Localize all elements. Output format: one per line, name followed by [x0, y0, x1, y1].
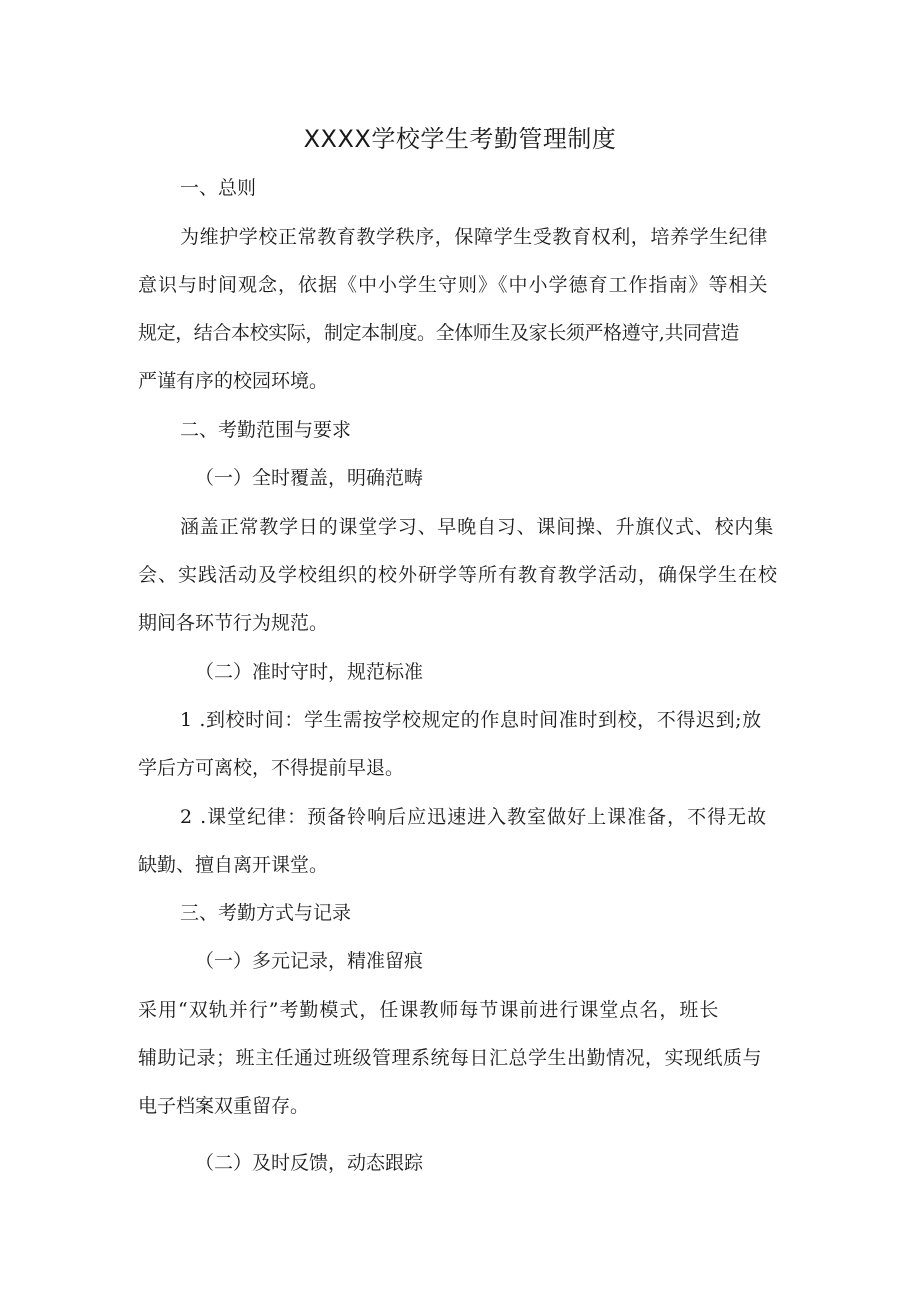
- paragraph-line: 严谨有序的校园环境。: [138, 370, 329, 392]
- paragraph-line: 采用“双轨并行”考勤模式，任课教师每节课前进行课堂点名，班长: [138, 999, 720, 1021]
- section-heading-scope: 二、考勤范围与要求: [180, 419, 352, 441]
- paragraph-line: 辅助记录；班主任通过班级管理系统每日汇总学生出勤情况，实现纸质与: [138, 1047, 763, 1069]
- paragraph-line: 电子档案双重留存。: [138, 1095, 310, 1117]
- section-heading-general: 一、总则: [180, 177, 257, 199]
- list-item-line: 1 .到校时间：学生需按学校规定的作息时间准时到校，不得迟到;放: [180, 709, 762, 731]
- list-item-line: 缺勤、擅自离开课堂。: [138, 854, 329, 876]
- subsection-heading-records: （一）多元记录，精准留痕: [195, 950, 424, 972]
- subsection-heading-coverage: （一）全时覆盖，明确范畴: [195, 467, 424, 489]
- paragraph-line: 规定，结合本校实际，制定本制度。全体师生及家长须严格遵守,共同营造: [138, 322, 739, 344]
- paragraph-line: 会、实践活动及学校组织的校外研学等所有教育教学活动，确保学生在校: [138, 564, 779, 586]
- subsection-heading-feedback: （二）及时反馈，动态跟踪: [195, 1152, 424, 1174]
- subsection-heading-punctuality: （二）准时守时，规范标准: [195, 661, 424, 683]
- paragraph-line: 期间各环节行为规范。: [138, 612, 329, 634]
- list-item-line: 学后方可离校，不得提前早退。: [138, 757, 405, 779]
- section-heading-methods: 三、考勤方式与记录: [180, 902, 352, 924]
- list-item-line: 2 .课堂纪律：预备铃响后应迅速进入教室做好上课准备，不得无故: [180, 806, 768, 828]
- document-title: XXXX学校学生考勤管理制度: [303, 125, 617, 153]
- paragraph-line: 涵盖正常教学日的课堂学习、早晚自习、课间操、升旗仪式、校内集: [180, 516, 775, 538]
- paragraph-line: 意识与时间观念，依据《中小学生守则》《中小学德育工作指南》等相关: [138, 274, 769, 296]
- paragraph-line: 为维护学校正常教育教学秩序，保障学生受教育权利，培养学生纪律: [180, 226, 769, 248]
